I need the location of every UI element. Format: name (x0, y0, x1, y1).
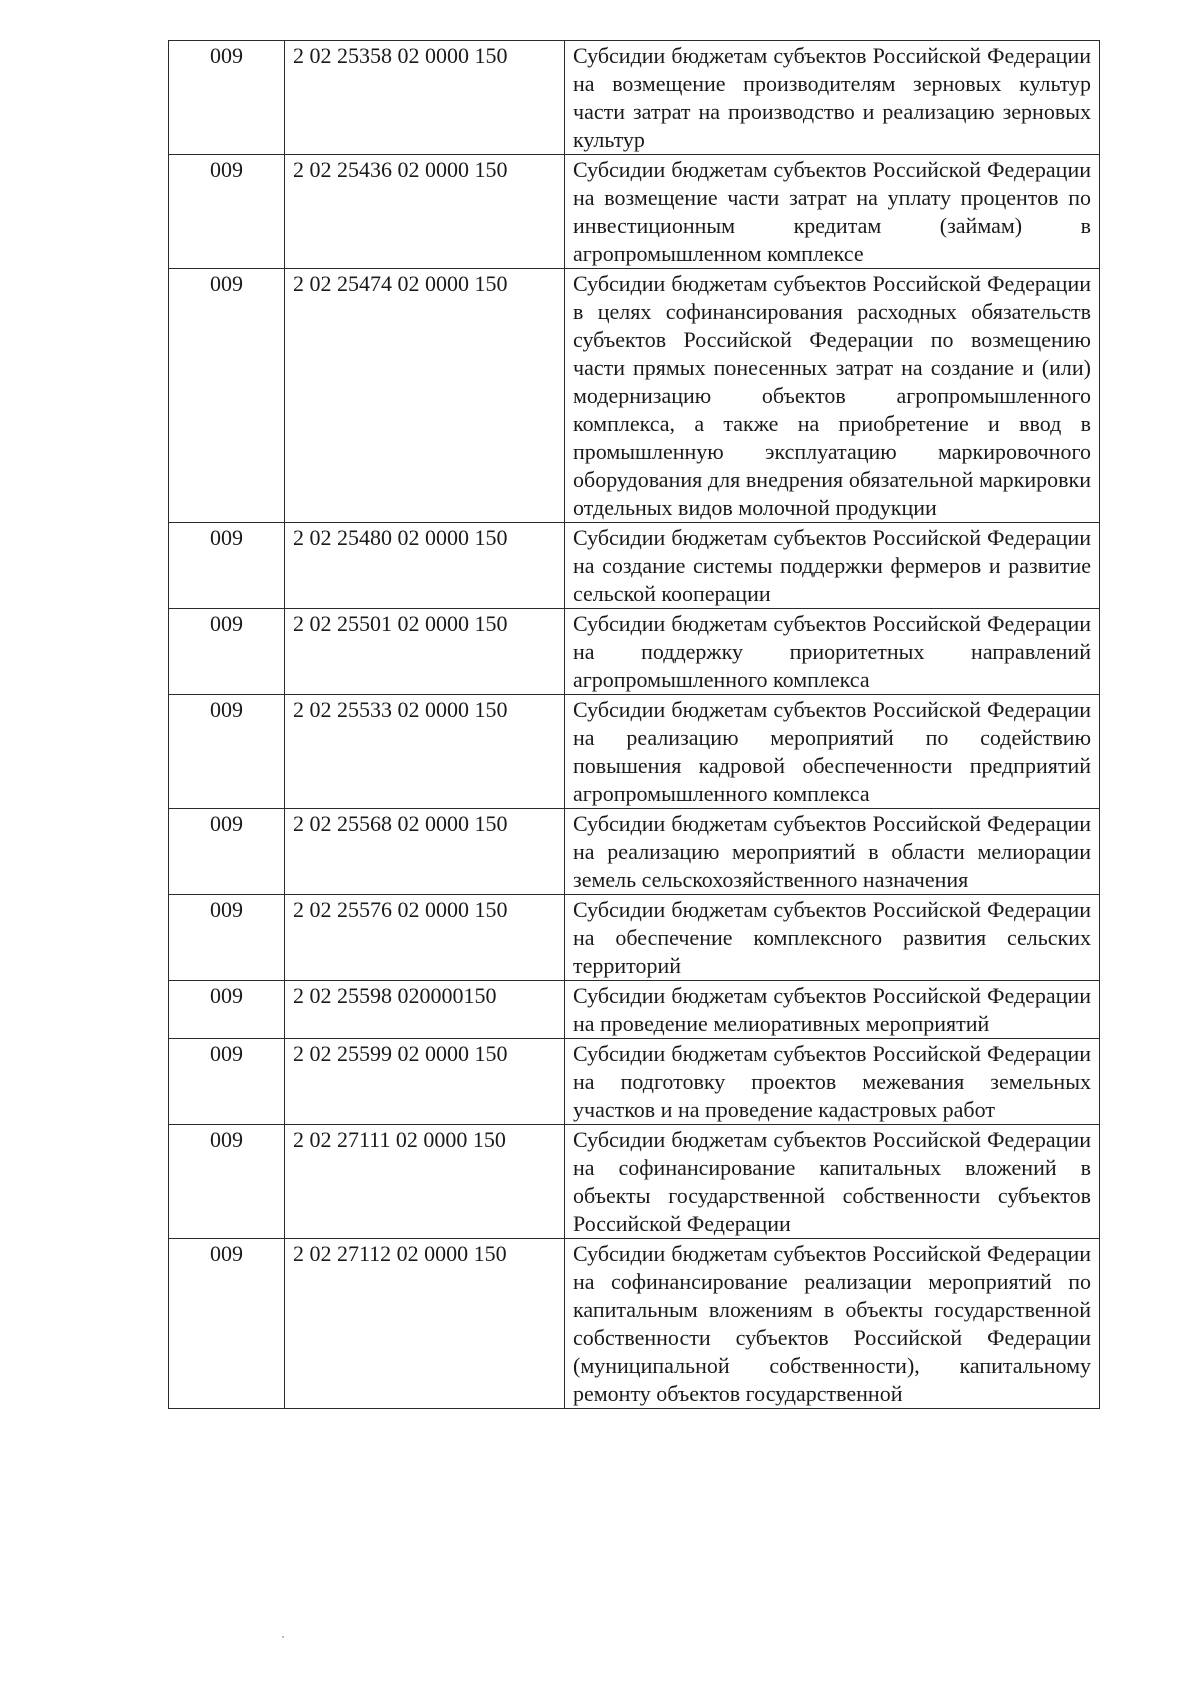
admin-code-cell: 009 (169, 41, 285, 155)
revenue-code-cell: 2 02 25436 02 0000 150 (285, 155, 565, 269)
revenue-name-cell: Субсидии бюджетам субъектов Российской Федерации на подготовку проектов межевания земельных участков и на проведение кадастровых работ (565, 1039, 1100, 1125)
revenue-code-cell: 2 02 25480 02 0000 150 (285, 523, 565, 609)
revenue-name-cell: Субсидии бюджетам субъектов Российской Федерации на реализацию мероприятий по содействию повышения кадровой обеспеченности предприятий агропромышленного комплекса (565, 695, 1100, 809)
revenue-name-cell: Субсидии бюджетам субъектов Российской Федерации на реализацию мероприятий в области мелиорации земель сельскохозяйственного назначения (565, 809, 1100, 895)
revenue-name-cell: Субсидии бюджетам субъектов Российской Федерации на создание системы поддержки фермеров и развитие сельской кооперации (565, 523, 1100, 609)
admin-code-cell: 009 (169, 1239, 285, 1409)
table-row (169, 41, 1100, 155)
scan-speck (282, 1636, 284, 1638)
table-row (169, 695, 1100, 809)
admin-code-cell: 009 (169, 269, 285, 523)
admin-code-cell: 009 (169, 523, 285, 609)
admin-code-cell: 009 (169, 809, 285, 895)
table-row (169, 155, 1100, 269)
admin-code-cell: 009 (169, 1039, 285, 1125)
admin-code-cell: 009 (169, 895, 285, 981)
table-row (169, 523, 1100, 609)
admin-code-cell: 009 (169, 695, 285, 809)
admin-code-cell: 009 (169, 981, 285, 1039)
revenue-code-cell: 2 02 27112 02 0000 150 (285, 1239, 565, 1409)
revenue-code-cell: 2 02 25533 02 0000 150 (285, 695, 565, 809)
revenue-code-cell: 2 02 25358 02 0000 150 (285, 41, 565, 155)
table-row (169, 1239, 1100, 1409)
table-row (169, 809, 1100, 895)
revenue-name-cell: Субсидии бюджетам субъектов Российской Федерации в целях софинансирования расходных обязательств субъектов Российской Федерации по возмещению части прямых понесенных затрат на создание и (или) модернизацию объектов агропромышленного комплекса, а также на приобретение и ввод в промышленную эксплуатацию маркировочного оборудования для внедрения обязательной маркировки отдельных видов молочной продукции (565, 269, 1100, 523)
revenue-code-cell: 2 02 25599 02 0000 150 (285, 1039, 565, 1125)
table-row (169, 1039, 1100, 1125)
table-row (169, 269, 1100, 523)
admin-code-cell: 009 (169, 609, 285, 695)
admin-code-cell: 009 (169, 155, 285, 269)
revenue-name-cell: Субсидии бюджетам субъектов Российской Федерации на возмещение производителям зерновых культур части затрат на производство и реализацию зерновых культур (565, 41, 1100, 155)
revenue-code-cell: 2 02 25576 02 0000 150 (285, 895, 565, 981)
admin-code-cell: 009 (169, 1125, 285, 1239)
table-row (169, 981, 1100, 1039)
revenue-name-cell: Субсидии бюджетам субъектов Российской Федерации на обеспечение комплексного развития сельских территорий (565, 895, 1100, 981)
table-row (169, 1125, 1100, 1239)
table-row (169, 895, 1100, 981)
revenue-code-cell: 2 02 25501 02 0000 150 (285, 609, 565, 695)
revenue-code-cell: 2 02 27111 02 0000 150 (285, 1125, 565, 1239)
revenue-code-cell: 2 02 25474 02 0000 150 (285, 269, 565, 523)
revenue-name-cell: Субсидии бюджетам субъектов Российской Федерации на софинансирование реализации мероприятий по капитальным вложениям в объекты государственной собственности субъектов Российской Федерации (муниципальной собственности), капитальному ремонту объектов государственной (565, 1239, 1100, 1409)
budget-codes-table (168, 40, 1100, 1409)
revenue-name-cell: Субсидии бюджетам субъектов Российской Федерации на поддержку приоритетных направлений агропромышленного комплекса (565, 609, 1100, 695)
revenue-name-cell: Субсидии бюджетам субъектов Российской Федерации на проведение мелиоративных мероприятий (565, 981, 1100, 1039)
revenue-name-cell: Субсидии бюджетам субъектов Российской Федерации на возмещение части затрат на уплату процентов по инвестиционным кредитам (займам) в агропромышленном комплексе (565, 155, 1100, 269)
revenue-name-cell: Субсидии бюджетам субъектов Российской Федерации на софинансирование капитальных вложений в объекты государственной собственности субъектов Российской Федерации (565, 1125, 1100, 1239)
revenue-code-cell: 2 02 25568 02 0000 150 (285, 809, 565, 895)
table-row (169, 609, 1100, 695)
revenue-code-cell: 2 02 25598 020000150 (285, 981, 565, 1039)
